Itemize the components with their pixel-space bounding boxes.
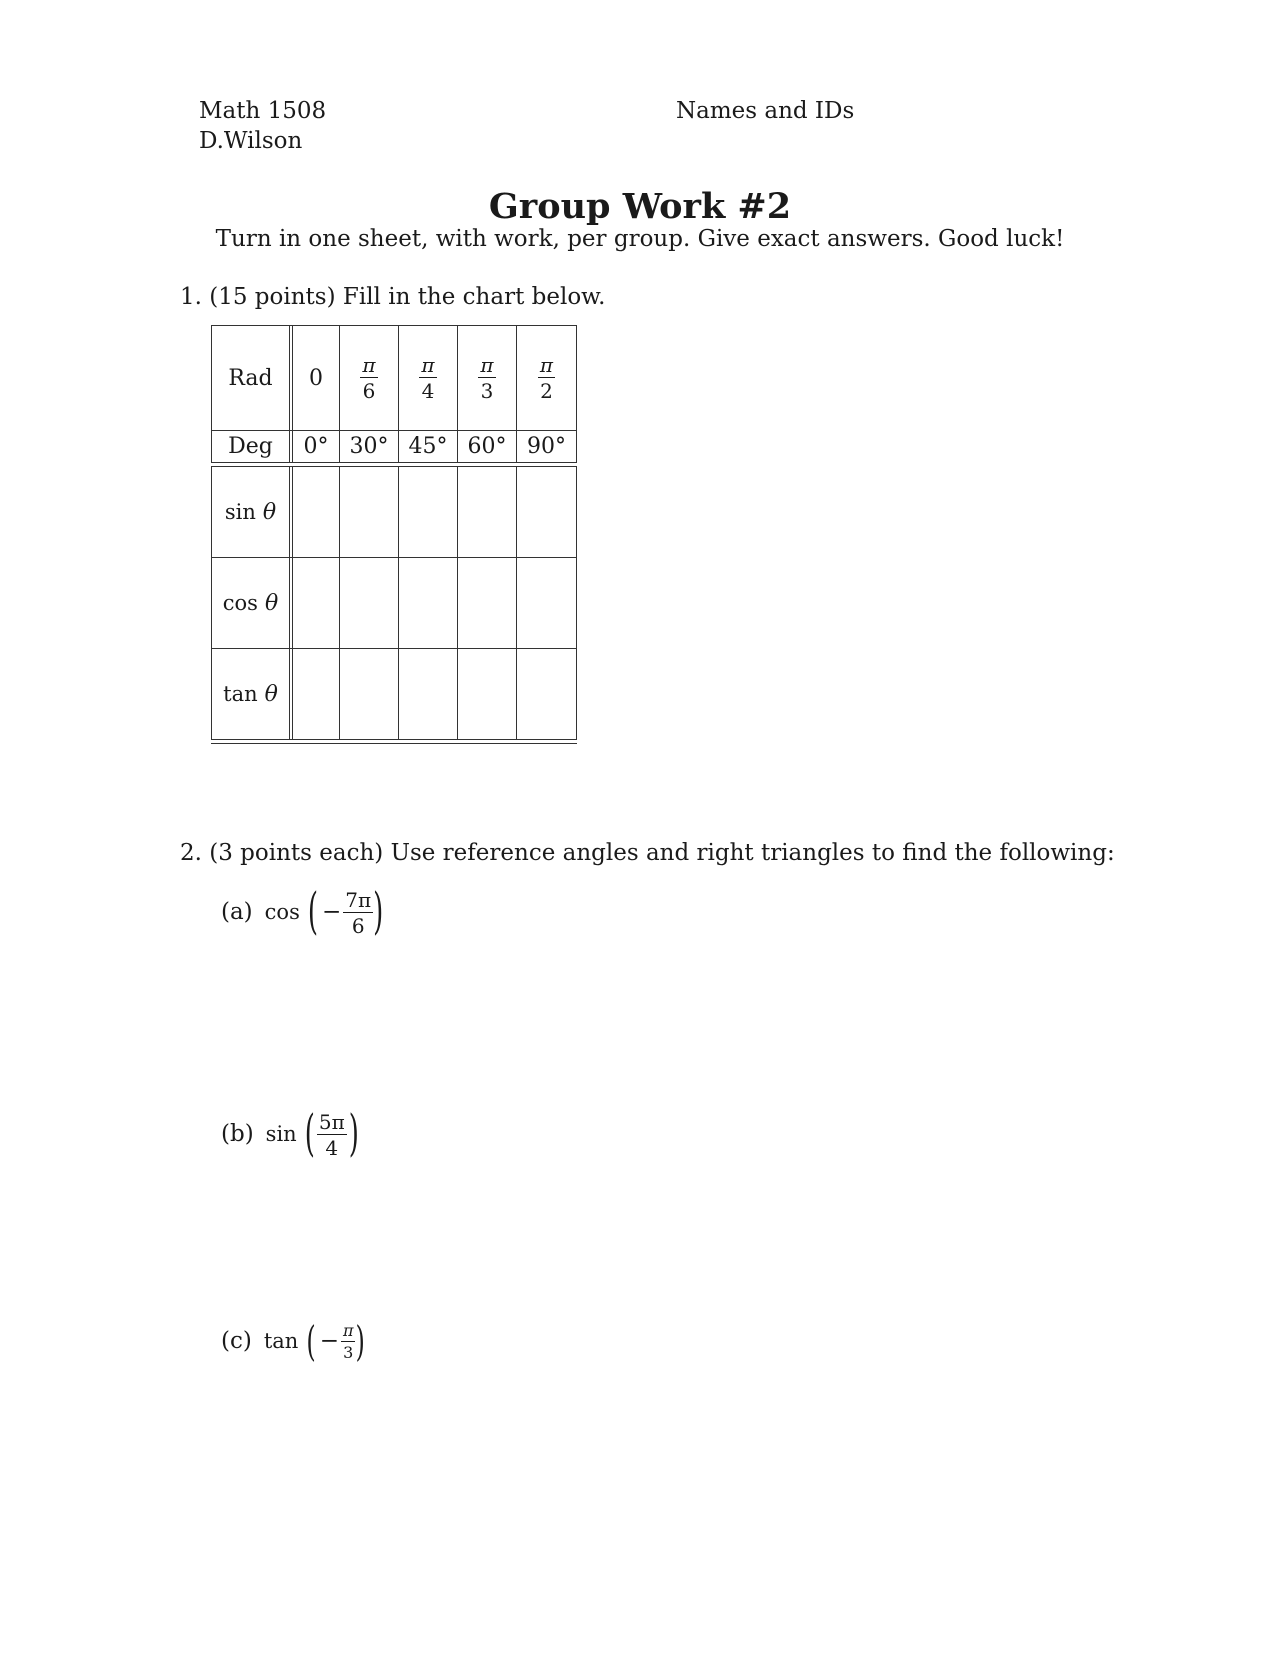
answer-cell[interactable] xyxy=(457,557,517,649)
answer-cell[interactable] xyxy=(457,466,517,558)
argument: ( − $\frac{7\pi}{6}$ ) xyxy=(307,884,384,942)
answer-cell[interactable] xyxy=(516,466,577,558)
answer-cell[interactable] xyxy=(292,466,340,558)
rad-cell-3 xyxy=(457,325,517,431)
question-2c xyxy=(221,1318,365,1366)
part-label: (a) xyxy=(221,899,253,926)
rad-fraction: $\frac{\pi}{4}$ xyxy=(421,353,435,403)
answer-cell[interactable] xyxy=(292,557,340,649)
argument: ( $\frac{5\pi}{4}$ ) xyxy=(304,1106,359,1164)
answer-cell[interactable] xyxy=(398,557,458,649)
part-label: (c) xyxy=(221,1328,252,1355)
rad-value: 0 xyxy=(309,365,323,391)
rad-label-cell xyxy=(211,325,289,431)
answer-cell[interactable] xyxy=(339,557,399,649)
rad-cell-4 xyxy=(516,325,577,431)
question-2b xyxy=(221,1106,359,1164)
rad-fraction: $\frac{\pi}{3}$ xyxy=(480,353,494,403)
rad-cell-0 xyxy=(292,325,340,431)
part-label: (b) xyxy=(221,1121,254,1148)
names-ids-label: Names and IDs xyxy=(676,98,855,124)
answer-cell[interactable] xyxy=(339,466,399,558)
question-2-prompt: 2. (3 points each) Use reference angles and right triangles to find the following: xyxy=(180,840,1115,866)
deg-cell-2: 45° xyxy=(398,430,458,463)
page-subtitle: Turn in one sheet, with work, per group. Give exact answers. Good luck! xyxy=(215,226,1065,252)
argument: ( − $\frac{\pi}{3}$ ) xyxy=(306,1318,365,1366)
answer-cell[interactable] xyxy=(292,648,340,740)
tan-label-cell: tan θ xyxy=(211,648,289,740)
table-bottom-rule xyxy=(211,743,577,744)
deg-label: Deg xyxy=(228,434,273,459)
question-1-prompt: 1. (15 points) Fill in the chart below. xyxy=(180,284,606,310)
function-name: tan xyxy=(263,1329,299,1354)
function-name: sin xyxy=(265,1122,297,1147)
rad-fraction: $\frac{\pi}{2}$ xyxy=(539,353,554,403)
rad-fraction: $\frac{\pi}{6}$ xyxy=(362,353,376,403)
answer-cell[interactable] xyxy=(339,648,399,740)
deg-cell-4: 90° xyxy=(516,430,577,463)
deg-cell-1: 30° xyxy=(339,430,399,463)
page-title: Group Work #2 xyxy=(488,186,792,227)
answer-cell[interactable] xyxy=(457,648,517,740)
instructor-label: D.Wilson xyxy=(199,128,303,154)
rad-cell-1 xyxy=(339,325,399,431)
deg-cell-0: 0° xyxy=(292,430,340,463)
course-label: Math 1508 xyxy=(199,98,327,124)
answer-cell[interactable] xyxy=(516,557,577,649)
rad-label: Rad xyxy=(228,365,273,391)
cos-label-cell: cos θ xyxy=(211,557,289,649)
answer-cell[interactable] xyxy=(398,648,458,740)
sin-label-cell: sin θ xyxy=(211,466,289,558)
deg-cell-3: 60° xyxy=(457,430,517,463)
function-name: cos xyxy=(264,900,300,925)
answer-cell[interactable] xyxy=(398,466,458,558)
deg-label-cell xyxy=(211,430,289,463)
rad-cell-2 xyxy=(398,325,458,431)
question-2a xyxy=(221,884,384,942)
answer-cell[interactable] xyxy=(516,648,577,740)
